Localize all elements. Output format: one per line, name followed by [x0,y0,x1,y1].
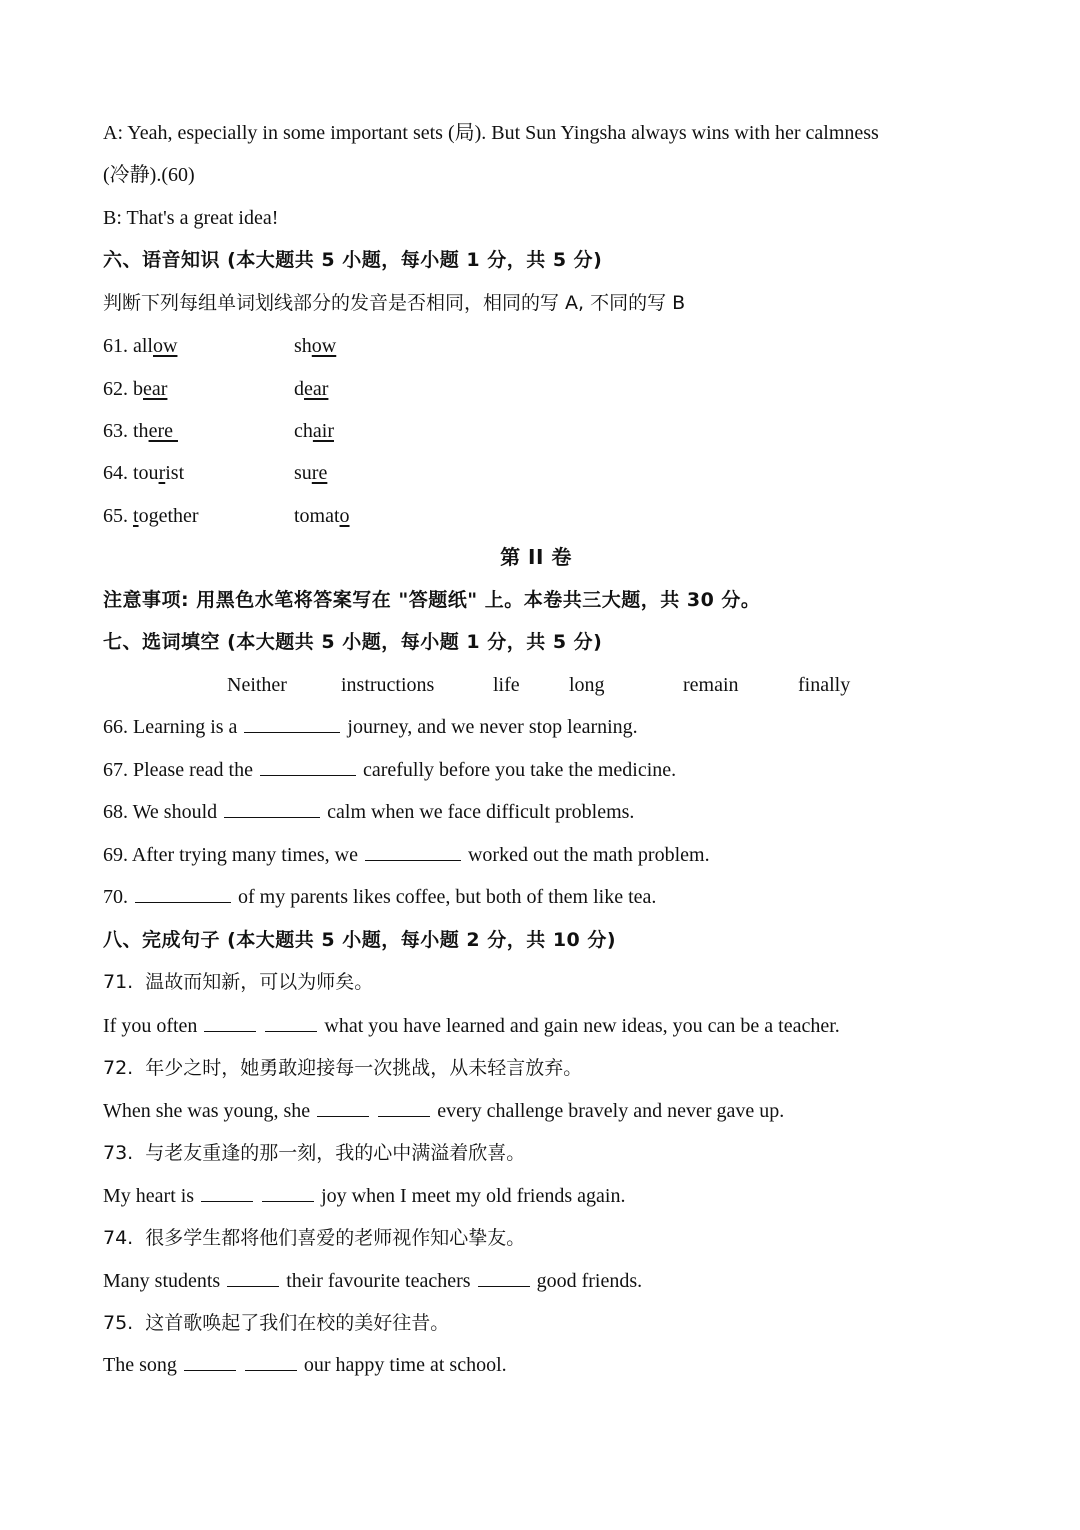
word-2: show [294,335,337,357]
part2-notice: 注意事项: 用黑色水笔将答案写在 "答题纸" 上。本卷共三大题，共 30 分。 [103,589,761,611]
fill-blank-item: 67. Please read the carefully before you take the medicine. [103,759,677,781]
phonics-item [103,375,503,403]
answer-blank[interactable] [224,799,320,818]
translation-sentence: When she was young, she every challenge bravely and never gave up. [103,1100,785,1122]
answer-blank[interactable] [262,1183,314,1202]
word-bank-item: long [569,674,605,696]
fill-blank-item: 66. Learning is a journey, and we never stop learning. [103,716,638,738]
dialogue-b-line: B: That's a great idea! [103,207,279,229]
word-2: sure [294,462,328,484]
answer-blank[interactable] [378,1098,430,1117]
section6-heading: 六、语音知识 (本大题共 5 小题，每小题 1 分，共 5 分) [103,249,603,271]
phonics-item [103,502,503,530]
chinese-prompt: 74. 很多学生都将他们喜爱的老师视作知心挚友。 [103,1227,526,1249]
word-bank-item: remain [683,674,739,696]
answer-blank[interactable] [204,1013,256,1032]
chinese-prompt: 75. 这首歌唤起了我们在校的美好往昔。 [103,1312,450,1334]
dialogue-a-line-1: A: Yeah, especially in some important sets (局). But Sun Yingsha always wins with her calmness [103,122,879,144]
word-2: chair [294,420,334,442]
item-number: 64. [103,462,128,484]
word-bank [0,671,1080,699]
section7-heading: 七、选词填空 (本大题共 5 小题，每小题 1 分，共 5 分) [103,631,603,653]
answer-blank[interactable] [201,1183,253,1202]
dialogue-a-line-2: (冷静).(60) [103,164,195,186]
word-2: tomato [294,505,350,527]
answer-blank[interactable] [227,1268,279,1287]
translation-sentence: My heart is joy when I meet my old friends again. [103,1185,626,1207]
answer-blank[interactable] [244,714,340,733]
section8-heading: 八、完成句子 (本大题共 5 小题，每小题 2 分，共 10 分) [103,929,617,951]
word-2: dear [294,378,329,400]
item-number: 63. [103,420,128,442]
word-bank-item: life [493,674,520,696]
phonics-item [103,459,503,487]
word-bank-item: instructions [341,674,435,696]
fill-blank-item: 69. After trying many times, we worked out the math problem. [103,844,710,866]
chinese-prompt: 73. 与老友重逢的那一刻，我的心中满溢着欣喜。 [103,1142,526,1164]
phonics-item [103,332,503,360]
answer-blank[interactable] [184,1352,236,1371]
word-1: there [133,420,178,442]
item-number: 62. [103,378,128,400]
section6-instruction: 判断下列每组单词划线部分的发音是否相同，相同的写 A, 不同的写 B [103,292,686,314]
chinese-prompt: 72. 年少之时，她勇敢迎接每一次挑战，从未轻言放弃。 [103,1057,583,1079]
answer-blank[interactable] [135,884,231,903]
answer-blank[interactable] [260,757,356,776]
word-1: together [133,505,199,527]
answer-blank[interactable] [365,842,461,861]
word-bank-item: finally [798,674,851,696]
word-1: tourist [133,462,185,484]
answer-blank[interactable] [245,1352,297,1371]
chinese-prompt: 71. 温故而知新，可以为师矣。 [103,971,374,993]
fill-blank-item: 70. of my parents likes coffee, but both of them like tea. [103,886,657,908]
word-bank-item: Neither [227,674,287,696]
item-number: 65. [103,505,128,527]
fill-blank-item: 68. We should calm when we face difficult problems. [103,801,635,823]
translation-sentence: The song our happy time at school. [103,1354,507,1376]
word-1: bear [133,378,168,400]
item-number: 61. [103,335,128,357]
answer-blank[interactable] [265,1013,317,1032]
translation-sentence: If you often what you have learned and gain new ideas, you can be a teacher. [103,1015,840,1037]
part2-title: 第 II 卷 [500,545,572,569]
answer-blank[interactable] [478,1268,530,1287]
phonics-item [103,417,503,445]
answer-blank[interactable] [317,1098,369,1117]
translation-sentence: Many students their favourite teachers good friends. [103,1270,643,1292]
word-1: allow [133,335,178,357]
